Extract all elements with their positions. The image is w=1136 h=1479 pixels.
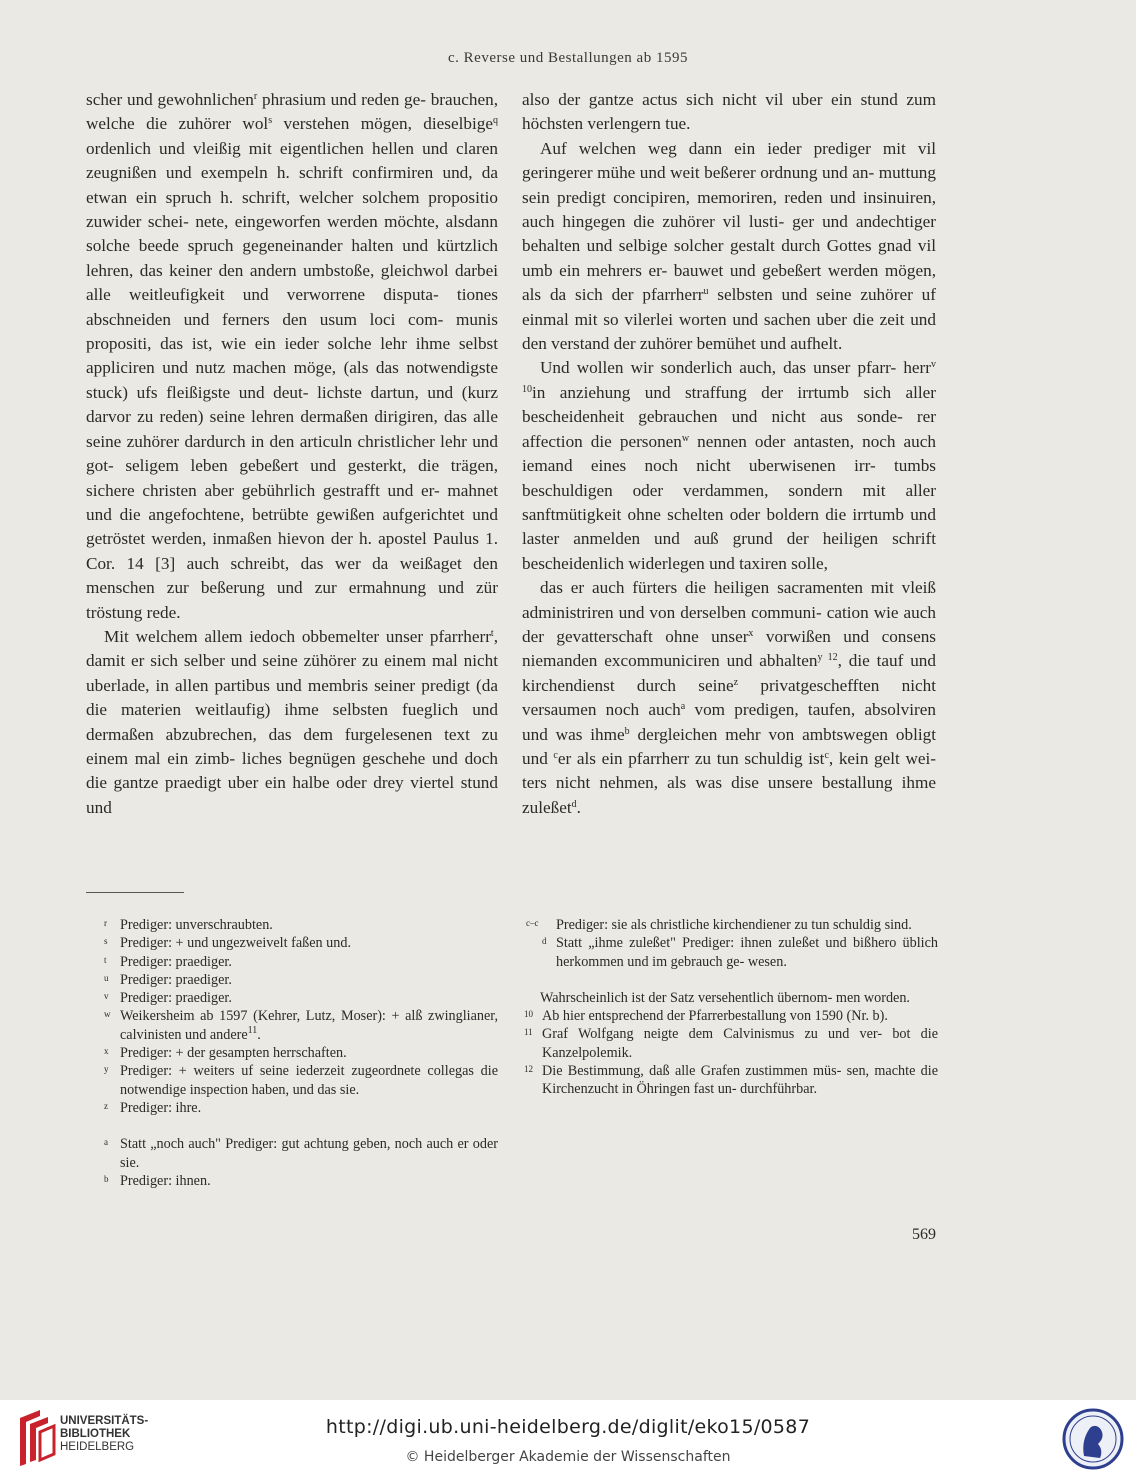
- footnote: w Weikersheim ab 1597 (Kehrer, Lutz, Moser): + alß zwinglianer, calvinisten und andere$^{11}$.: [104, 1008, 498, 1043]
- text-column-right: [522, 88, 936, 820]
- footnote: v Prediger: praediger.: [104, 990, 232, 1007]
- endnote: 12 Die Bestimmung, daß alle Grafen zustimmen müs- sen, machte die Kirchenzucht in Öhringen fast un- durchführbar.: [524, 1063, 938, 1098]
- copyright-notice: © Heidelberger Akademie der Wissenschaften: [405, 1449, 731, 1465]
- viewer-footer: [0, 1400, 1136, 1479]
- paragraph: das er auch fürters die heiligen sacramenten mit vleiß administriren und von derselben communi- cation wie auch der gevatterschaft ohne unser$^x$ vorwißen und consens niemanden excommuniciren und abhalten$^{y 12}$, die tauf und kirchendienst durch seine$^z$ privatgeschefften nicht versaumen noch auch$^a$ vom predigen, taufen, absolviren und was ihme$^b$ dergleichen mehr von ambtswegen obligt und $^c$er als ein pfarrherr zu tun schuldig ist$^c$, kein gelt wei- ters nicht nehmen, als was dise unsere bestallung ihme zuleßet$^d$.: [522, 578, 937, 817]
- footnote: r Prediger: unverschraubten.: [104, 917, 273, 933]
- endnote: 10 Ab hier entsprechend der Pfarrerbestallung von 1590 (Nr. b).: [524, 1008, 888, 1025]
- footnotes-left: [100, 916, 498, 1190]
- footnote: y Prediger: + weiters uf seine iederzeit zugeordnete collegas die notwendige inspection haben, und das sie.: [104, 1063, 498, 1098]
- paragraph: Und wollen wir sonderlich auch, das unser pfarr- herr$^{v 10}$in anziehung und straffung der irrtumb sich aller bescheidenheit gebrauchen und nicht aus sonde- rer affection die personen$^w$ nennen oder antasten, noch auch iemand eines noch nicht uberwisenen irr- tumbs beschuldigen oder verdammen, sondern mit aller sanftmütigkeit ohne schelten oder boldern die irrtumb und laster anmelden und auß grund der heiligen schrift bescheidenlich widerlegen und taxiren solle,: [522, 358, 936, 573]
- paragraph: Mit welchem allem iedoch obbemelter unser pfarrherr$^t$, damit er sich selber und seine zühörer zu einem mal nicht uberlade, in allen partibus und membris seiner predigt (da die materien weitlaufig) ihme selbsten fueglich und dermaßen abzubrechen, das dem furgelesenen text zu einem mal ein zimb- liches begnügen geschehe und doch die gantze praedigt uber ein halbe oder drey viertel stund und: [86, 626, 498, 817]
- paragraph: also der gantze actus sich nicht vil uber ein stund zum höchsten verlengern tue.: [522, 90, 936, 134]
- footnote: b Prediger: ihnen.: [104, 1172, 211, 1189]
- footnote: u Prediger: praediger.: [104, 971, 232, 988]
- paragraph: Auf welchen weg dann ein ieder prediger mit vil geringerer mühe und weit beßerer ordnung und an- muttung sein predigt concipiren, memoriren, reden und insinuiren, auch hingegen die zuhörer vil lusti- ger und andechtiger behalten und selbige solcher gestalt durch Gottes gnad vil umb ein mehrers er- bauwet und gebeßert werden mögen, als da sich der pfarrherr$^u$ selbsten und seine zuhörer uf einmal mit so vilerlei worten und sachen uber die zeit und den verstand der zuhörer bemühet und aufhelt.: [522, 138, 936, 354]
- footnote: x Prediger: + der gesampten herrschaften.: [104, 1045, 347, 1062]
- academy-seal-icon: [1062, 1406, 1124, 1476]
- library-name: UNIVERSITÄTS- BIBLIOTHEK HEIDELBERG: [60, 1415, 149, 1453]
- footnote-divider: [86, 892, 184, 893]
- text-column-left: [86, 88, 498, 820]
- footnote: c–c Prediger: sie als christliche kirchendiener zu tun schuldig sind.: [526, 917, 912, 933]
- running-head: c. Reverse und Bestallungen ab 1595: [448, 50, 688, 66]
- footnote: a Statt „noch auch" Prediger: gut achtung geben, noch auch er oder sie.: [104, 1136, 498, 1171]
- footnote: z Prediger: ihre.: [104, 1099, 202, 1116]
- editorial-note: Wahrscheinlich ist der Satz versehentlich übernom- men worden.: [540, 989, 910, 1006]
- footnote: d Statt „ihme zuleßet" Prediger: ihnen zuleßet und bißhero üblich herkommen und im gebrauch ge- wesen.: [542, 935, 938, 970]
- footnotes-right: [522, 916, 938, 1099]
- page-number: 569: [912, 1226, 936, 1243]
- footnote: s Prediger: + und ungezweivelt faßen und.: [104, 935, 351, 952]
- permalink-url[interactable]: http://digi.ub.uni-heidelberg.de/diglit/eko15/0587: [325, 1416, 811, 1438]
- endnote: 11 Graf Wolfgang neigte dem Calvinismus zu und ver- bot die Kanzelpolemik.: [524, 1026, 938, 1061]
- paragraph: scher und gewohnlichen$^r$ phrasium und reden ge- brauchen, welche die zuhörer wol$^s$ verstehen mögen, dieselbige$^q$ ordenlich und vleißig mit eigentlichen hellen und claren zeugnißen und exempeln h. schrift confirmiren und, da etwan ein spruch h. schrift, welcher solchem propositio zuwider schei- nete, eingeworfen werden möchte, alsdann solche beede spruch gegeneinander halten und kürtzlich lehren, das keiner den andern umbstoße, gleichwol darbei alle weitleufigkeit und verworrene disputa- tiones abschneiden und ferners den usum loci com- munis propositi, das ist, wie ein ieder solche lehr ihme selbst appliciren und nutz machen möge, (als das notwendigste stuck) ufs fleißigste und deut- lichste dartun, und (kurz darvor zu reden) seine lehren dermaßen dirigiren, das alle seine zuhörer dardurch in den articuln christlicher lehr und got- seligem leben gebeßert und gesterkt, die trägen, sichere christen aber gebührlich gestrafft und er- mahnet und die angefochtene, betrübte gewißen aufgerichtet und getröstet werden, inmaßen hievon der h. apostel Paulus 1. Cor. 14 [3] auch schreibt, das wer da weißaget den menschen zur beßerung und zur ermahnung und zür tröstung rede.: [86, 90, 498, 622]
- footnote: t Prediger: praediger.: [104, 953, 232, 970]
